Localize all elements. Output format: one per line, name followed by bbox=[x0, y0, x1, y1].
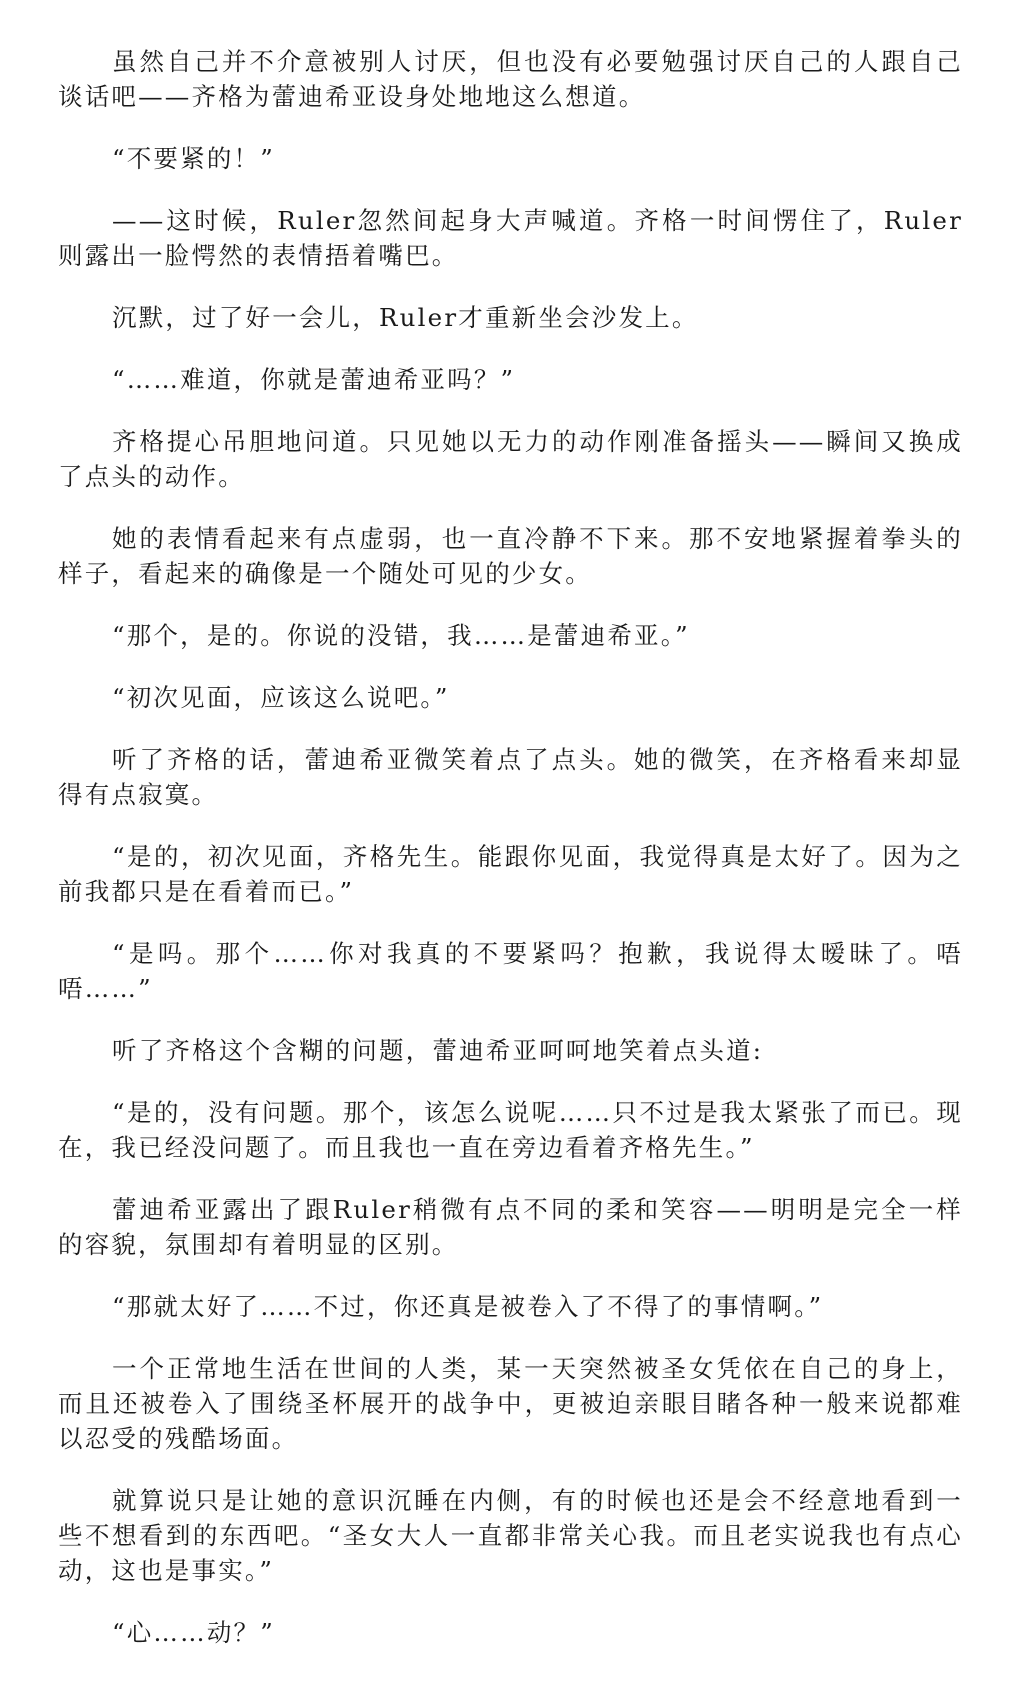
paragraph-7: 她的表情看起来有点虚弱，也一直冷静不下来。那不安地紧握着拳头的样子，看起来的确像是一个随处可见的少女。 bbox=[58, 524, 963, 588]
paragraph-11: “是的，初次见面，齐格先生。能跟你见面，我觉得真是太好了。因为之前我都只是在看着而已。” bbox=[58, 842, 963, 906]
paragraph-16: “那就太好了……不过，你还真是被卷入了不得了的事情啊。” bbox=[112, 1292, 824, 1321]
paragraph-18: 就算说只是让她的意识沉睡在内侧，有的时候也还是会不经意地看到一些不想看到的东西吧。“圣女大人一直都非常关心我。而且老实说我也有点心动，这也是事实。” bbox=[58, 1486, 963, 1585]
paragraph-15: 蕾迪希亚露出了跟Ruler稍微有点不同的柔和笑容——明明是完全一样的容貌，氛围却有着明显的区别。 bbox=[58, 1195, 963, 1259]
paragraph-3: ——这时候，Ruler忽然间起身大声喊道。齐格一时间愣住了，Ruler则露出一脸愕然的表情捂着嘴巴。 bbox=[58, 206, 963, 270]
document-page bbox=[58, 44, 963, 1677]
paragraph-6: 齐格提心吊胆地问道。只见她以无力的动作刚准备摇头——瞬间又换成了点头的动作。 bbox=[58, 427, 963, 491]
paragraph-5: “……难道，你就是蕾迪希亚吗？” bbox=[112, 365, 516, 394]
paragraph-12: “是吗。那个……你对我真的不要紧吗？抱歉，我说得太暧昧了。唔唔……” bbox=[58, 939, 963, 1003]
paragraph-19: “心……动？” bbox=[112, 1618, 275, 1647]
paragraph-2: “不要紧的！” bbox=[112, 144, 275, 173]
paragraph-9: “初次见面，应该这么说吧。” bbox=[112, 683, 450, 712]
paragraph-13: 听了齐格这个含糊的问题，蕾迪希亚呵呵地笑着点头道: bbox=[112, 1036, 764, 1065]
paragraph-4: 沉默，过了好一会儿，Ruler才重新坐会沙发上。 bbox=[112, 303, 699, 332]
paragraph-14: “是的，没有问题。那个，该怎么说呢……只不过是我太紧张了而已。现在，我已经没问题了。而且我也一直在旁边看着齐格先生。” bbox=[58, 1098, 963, 1162]
paragraph-8: “那个，是的。你说的没错，我……是蕾迪希亚。” bbox=[112, 621, 690, 650]
paragraph-10: 听了齐格的话，蕾迪希亚微笑着点了点头。她的微笑，在齐格看来却显得有点寂寞。 bbox=[58, 745, 963, 809]
paragraph-1: 虽然自己并不介意被别人讨厌，但也没有必要勉强讨厌自己的人跟自己谈话吧——齐格为蕾迪希亚设身处地地这么想道。 bbox=[58, 47, 963, 111]
paragraph-17: 一个正常地生活在世间的人类，某一天突然被圣女凭依在自己的身上，而且还被卷入了围绕圣杯展开的战争中，更被迫亲眼目睹各种一般来说都难以忍受的残酷场面。 bbox=[58, 1354, 963, 1453]
